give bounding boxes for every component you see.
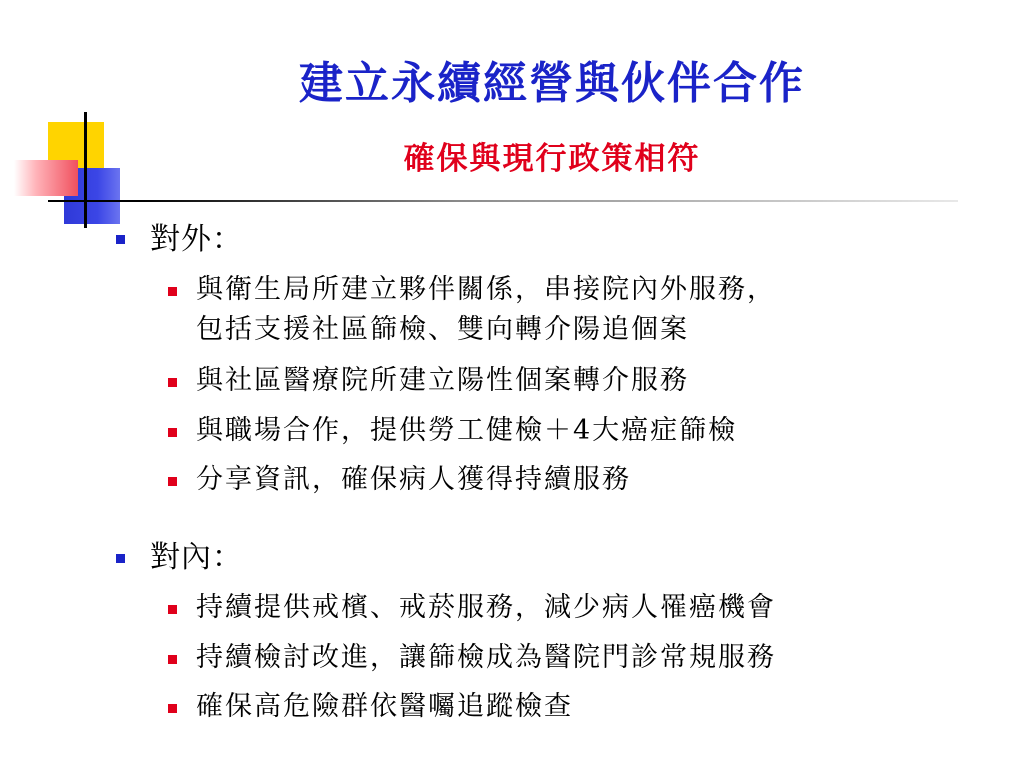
list-item-continuation: 包括支援社區篩檢、雙向轉介陽追個案 xyxy=(196,314,689,345)
bullet-square-icon xyxy=(168,287,177,296)
section-heading-external: 對外： xyxy=(150,222,243,257)
bullet-square-icon xyxy=(168,704,177,713)
list-item: 確保高危險群依醫囑追蹤檢查 xyxy=(196,691,573,722)
bullet-square-icon xyxy=(116,554,125,563)
list-item: 與社區醫療院所建立陽性個案轉介服務 xyxy=(196,365,689,396)
slide-title: 建立永續經營與伙伴合作 xyxy=(299,58,805,109)
bullet-square-icon xyxy=(168,605,177,614)
list-item: 與衛生局所建立夥伴關係，串接院內外服務， xyxy=(196,274,776,305)
bullet-square-icon xyxy=(168,655,177,664)
list-item: 持續提供戒檳、戒菸服務，減少病人罹癌機會 xyxy=(196,592,776,623)
logo-vertical-line xyxy=(84,112,87,228)
list-item: 與職場合作，提供勞工健檢＋4大癌症篩檢 xyxy=(196,415,738,446)
section-heading-internal: 對內： xyxy=(150,540,243,575)
bullet-square-icon xyxy=(168,428,177,437)
bullet-square-icon xyxy=(168,477,177,486)
title-divider-line xyxy=(48,200,958,202)
bullet-square-icon xyxy=(168,378,177,387)
bullet-square-icon xyxy=(116,235,125,244)
logo-red-bar xyxy=(14,160,78,196)
slide-subtitle: 確保與現行政策相符 xyxy=(403,141,701,177)
list-item: 持續檢討改進，讓篩檢成為醫院門診常規服務 xyxy=(196,642,776,673)
list-item: 分享資訊，確保病人獲得持續服務 xyxy=(196,464,631,495)
